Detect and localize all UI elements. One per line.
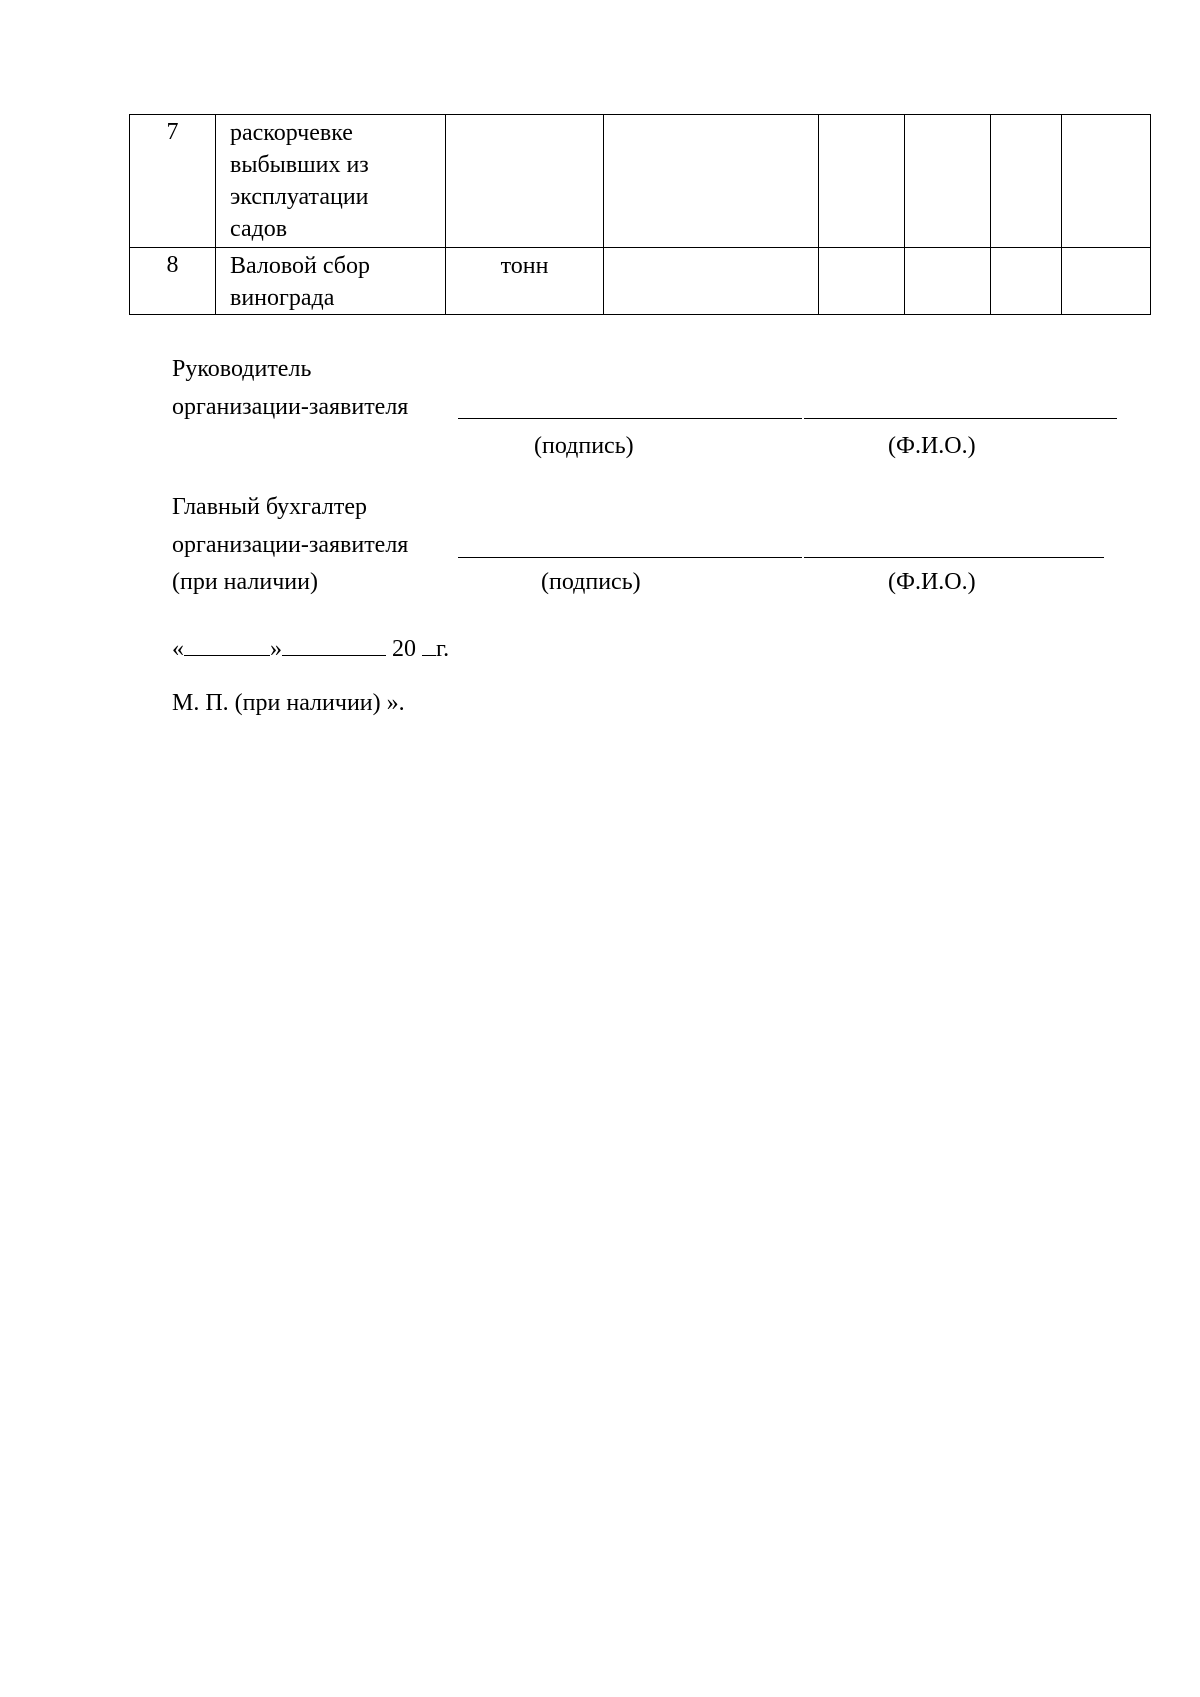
empty-cell — [905, 115, 991, 248]
stamp-line: М. П. (при наличии) ». — [172, 690, 405, 716]
head-fio-line[interactable] — [804, 418, 1117, 419]
empty-cell — [819, 115, 905, 248]
accountant-signature-caption: (подпись) — [541, 569, 641, 595]
year-blank[interactable] — [422, 633, 436, 656]
row-name-line: садов — [230, 216, 288, 242]
date-close-quote: » — [270, 636, 282, 662]
year-suffix: г. — [436, 636, 450, 662]
date-line — [172, 633, 449, 664]
row-name-cell — [216, 115, 446, 248]
table-row — [130, 248, 1151, 315]
empty-cell — [991, 248, 1062, 315]
table-row — [130, 115, 1151, 248]
head-signature-caption: (подпись) — [534, 433, 634, 459]
empty-cell — [604, 115, 819, 248]
year-prefix: 20 — [392, 636, 416, 662]
date-open-quote: « — [172, 636, 184, 662]
empty-cell — [905, 248, 991, 315]
indicators-table — [129, 114, 1151, 315]
row-name-cell — [216, 248, 446, 315]
head-title-line1: Руководитель — [172, 356, 312, 382]
row-unit-cell — [446, 115, 604, 248]
month-blank[interactable] — [282, 633, 386, 656]
row-name-line: винограда — [230, 285, 335, 311]
empty-cell — [991, 115, 1062, 248]
accountant-fio-caption: (Ф.И.О.) — [888, 569, 976, 595]
row-number-cell: 7 — [130, 115, 216, 248]
head-signature-line[interactable] — [458, 418, 802, 419]
accountant-signature-line[interactable] — [458, 557, 802, 558]
row-name-line: выбывших из — [230, 152, 369, 178]
row-unit-cell: тонн — [446, 248, 604, 315]
accountant-fio-line[interactable] — [804, 557, 1104, 558]
row-name-line: Валовой сбор — [230, 253, 371, 279]
row-name-line: раскорчевке — [230, 120, 353, 146]
empty-cell — [819, 248, 905, 315]
row-number-cell: 8 — [130, 248, 216, 315]
head-fio-caption: (Ф.И.О.) — [888, 433, 976, 459]
empty-cell — [604, 248, 819, 315]
empty-cell — [1062, 248, 1151, 315]
row-name-line: эксплуатации — [230, 184, 369, 210]
head-title-line2: организации-заявителя — [172, 394, 409, 420]
day-blank[interactable] — [184, 633, 270, 656]
accountant-title-line2: организации-заявителя — [172, 532, 409, 558]
empty-cell — [1062, 115, 1151, 248]
accountant-title-line1: Главный бухгалтер — [172, 494, 367, 520]
accountant-note: (при наличии) — [172, 569, 318, 595]
